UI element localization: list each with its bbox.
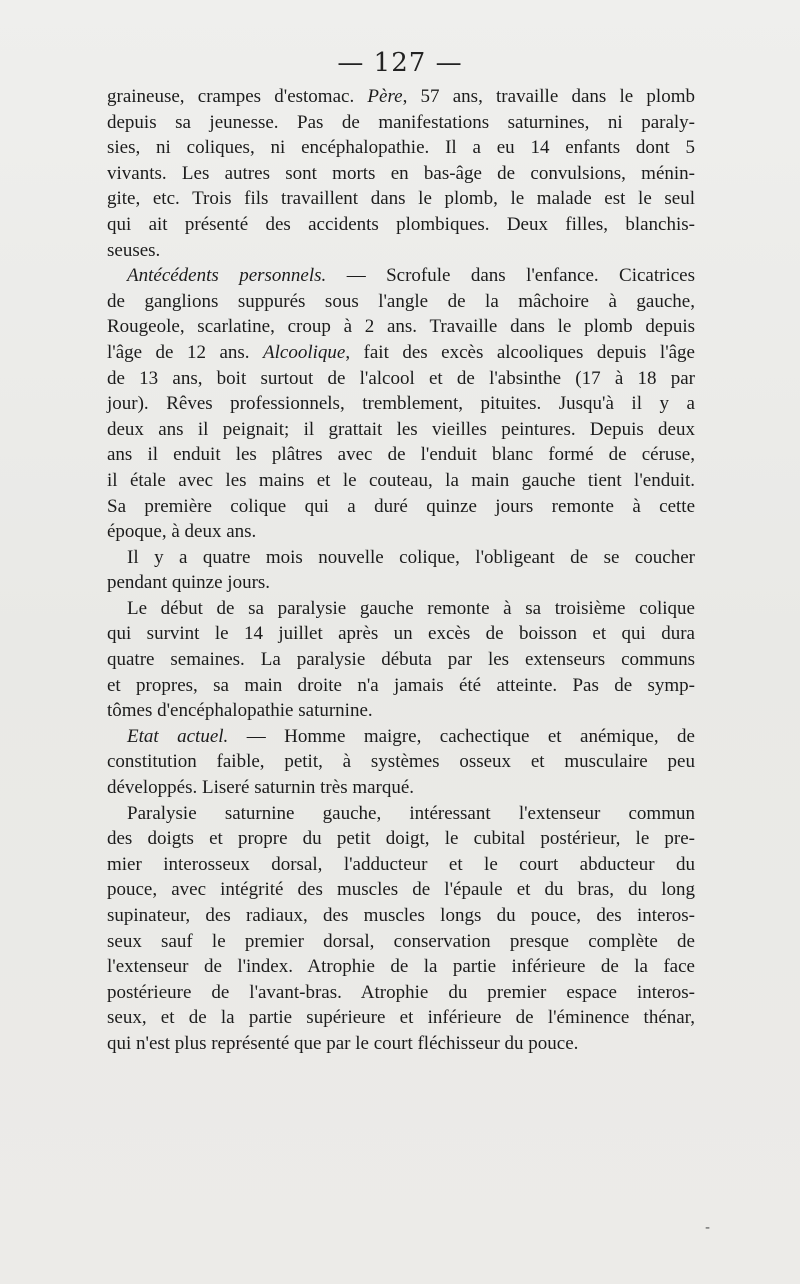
text-line [107, 673, 695, 699]
line-text: — Homme maigre, cachectique et anémique, de [228, 725, 695, 747]
text-line [107, 110, 695, 136]
line-text: gite, etc. Trois fils travaillent dans le plomb, le malade est le seul [107, 188, 695, 210]
italic-text: Alcoolique [263, 341, 346, 363]
text-line [107, 980, 695, 1006]
text-line [107, 801, 695, 827]
line-text: seux sauf le premier dorsal, conservation presque complète de [107, 930, 695, 952]
text-line [107, 545, 695, 571]
line-text: supinateur, des radiaux, des muscles longs du pouce, des interos- [107, 905, 695, 926]
line-text: tômes d'encéphalopathie saturnine. [107, 700, 373, 722]
line-text: qui n'est plus représenté que par le court fléchisseur du pouce. [107, 1032, 579, 1054]
text-line [107, 826, 695, 852]
italic-text: Etat actuel. [127, 725, 229, 747]
line-text: l'extenseur de l'index. Atrophie de la partie inférieure de la face [107, 956, 695, 978]
line-text: — Scrofule dans l'enfance. Cicatrices [326, 265, 695, 287]
page-number: — 127 — [337, 48, 463, 78]
text-line [107, 340, 695, 366]
text-line [107, 366, 695, 392]
text-line [107, 263, 695, 289]
text-line [107, 749, 695, 775]
text-line [107, 84, 695, 110]
text-line [107, 596, 695, 622]
text-line [107, 1005, 695, 1031]
text-line [107, 442, 695, 468]
text-line [107, 186, 695, 212]
text-line [107, 775, 695, 801]
line-text: l'âge de 12 ans. [107, 341, 263, 363]
line-text: qui ait présenté des accidents plombiques. Deux filles, blanchis- [107, 213, 695, 235]
line-text: sies, ni coliques, ni encéphalopathie. Il a eu 14 enfants dont 5 [107, 137, 695, 159]
line-text: seuses. [107, 239, 161, 261]
line-text: postérieure de l'avant-bras. Atrophie du premier espace interos- [107, 981, 695, 1003]
text-line [107, 698, 695, 724]
line-text: quatre semaines. La paralysie débuta par les extenseurs communs [107, 649, 695, 671]
text-line [107, 289, 695, 315]
line-text: et propres, sa main droite n'a jamais été atteinte. Pas de symp- [107, 674, 695, 696]
line-text: constitution faible, petit, à systèmes osseux et musculaire peu [107, 751, 695, 773]
line-text: de ganglions suppurés sous l'angle de la mâchoire à gauche, [107, 290, 695, 312]
text-line [107, 954, 695, 980]
text-line [107, 1031, 695, 1057]
line-text: graineuse, crampes d'estomac. [107, 86, 368, 107]
line-text: époque, à deux ans. [107, 521, 257, 543]
line-text: depuis sa jeunesse. Pas de manifestations saturnines, ni paraly- [107, 111, 695, 133]
text-line [107, 468, 695, 494]
line-text: des doigts et propre du petit doigt, le cubital postérieur, le pre- [107, 828, 695, 850]
line-text: de 13 ans, boit surtout de l'alcool et de l'absinthe (17 à 18 par [107, 367, 695, 389]
text-line [107, 161, 695, 187]
text-line [107, 724, 695, 750]
italic-text: Père [367, 86, 403, 107]
line-text: il étale avec les mains et le couteau, la main gauche tient l'enduit. [107, 469, 695, 491]
text-line [107, 238, 695, 264]
line-text: Le début de sa paralysie gauche remonte à sa troisième colique [127, 597, 695, 619]
text-line [107, 929, 695, 955]
line-text: ans il enduit les plâtres avec de l'enduit blanc formé de céruse, [107, 444, 695, 466]
text-line [107, 877, 695, 903]
line-text: pouce, avec intégrité des muscles de l'épaule et du bras, du long [107, 879, 695, 901]
body-text [107, 84, 695, 1057]
line-text: mier interosseux dorsal, l'adducteur et le court abducteur du [107, 853, 695, 875]
text-line [107, 494, 695, 520]
text-line [107, 647, 695, 673]
line-text: deux ans il peignait; il grattait les vieilles peintures. Depuis deux [107, 418, 695, 440]
line-text: , 57 ans, travaille dans le plomb [402, 86, 695, 107]
text-line [107, 570, 695, 596]
text-line [107, 852, 695, 878]
line-text: Sa première colique qui a duré quinze jours remonte à cette [107, 495, 695, 517]
line-text: développés. Liseré saturnin très marqué. [107, 777, 415, 799]
line-text: jour). Rêves professionnels, tremblement, pituites. Jusqu'à il y a [107, 393, 695, 415]
text-line [107, 903, 695, 929]
line-text: , fait des excès alcooliques depuis l'âge [345, 341, 695, 363]
italic-text: Antécédents personnels. [127, 265, 327, 287]
line-text: Il y a quatre mois nouvelle colique, l'obligeant de se coucher [127, 546, 695, 568]
text-line [107, 212, 695, 238]
text-line [107, 135, 695, 161]
line-text: seux, et de la partie supérieure et inférieure de l'éminence thénar, [107, 1007, 695, 1029]
text-line [107, 417, 695, 443]
line-text: Paralysie saturnine gauche, intéressant l'extenseur commun [127, 802, 695, 824]
line-text: qui survint le 14 juillet après un excès de boisson et qui dura [107, 623, 695, 645]
text-line [107, 314, 695, 340]
ink-mark: - [704, 1220, 710, 1236]
line-text: vivants. Les autres sont morts en bas-âge de convulsions, ménin- [107, 162, 695, 184]
text-line [107, 621, 695, 647]
text-line [107, 519, 695, 545]
line-text: pendant quinze jours. [107, 572, 271, 594]
text-line [107, 391, 695, 417]
line-text: Rougeole, scarlatine, croup à 2 ans. Travaille dans le plomb depuis [107, 316, 695, 338]
